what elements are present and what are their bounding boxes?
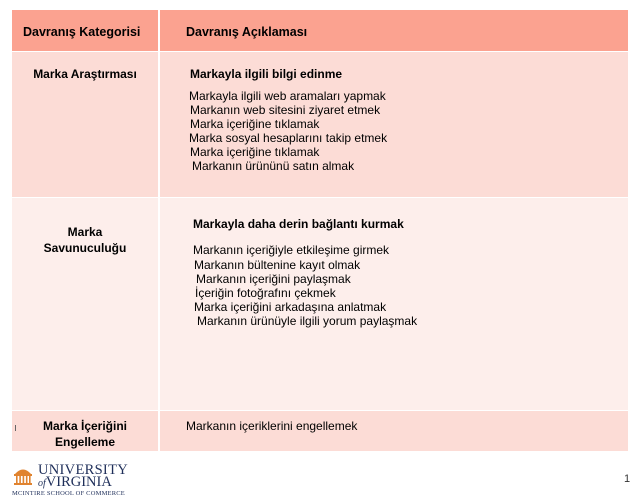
list-item: Marka sosyal hesaplarını takip etmek <box>189 131 388 146</box>
category-brand-advocacy <box>12 224 158 256</box>
header-description-label: Davranış Açıklaması <box>186 25 308 39</box>
category-line: Marka <box>67 225 103 239</box>
description-cell <box>160 52 628 197</box>
row-description: Markanın içeriklerini engellemek <box>186 419 358 433</box>
header-cell-category <box>12 10 158 51</box>
category-brand-content-blocking <box>12 418 158 450</box>
decorative-tick <box>15 425 16 431</box>
list-item: Markanın ürününü satın almak <box>192 159 355 174</box>
logo-university: UNIVERSITY <box>38 462 128 478</box>
category-line: Engelleme <box>54 435 116 449</box>
list-item: Marka içeriğini arkadaşına anlatmak <box>194 300 387 315</box>
page-number: 1 <box>624 473 631 485</box>
list-item: Markanın içeriğiyle etkileşime girmek <box>193 243 390 257</box>
rotunda-icon <box>12 464 34 486</box>
category-brand-research: Marka Araştırması <box>33 67 137 81</box>
header-cell-description <box>160 10 628 51</box>
description-cell <box>160 198 628 410</box>
list-item: Markanın içeriğini paylaşmak <box>196 272 351 287</box>
logo-mcintire: MCINTIRE SCHOOL OF COMMERCE <box>12 490 125 497</box>
list-item: Marka içeriğine tıklamak <box>190 145 320 160</box>
table-row <box>12 411 628 451</box>
list-item: Markayla ilgili web aramaları yapmak <box>189 89 386 103</box>
logo-of: of <box>38 478 46 489</box>
logo-virginia-line <box>38 474 112 491</box>
list-item: Marka içeriğine tıklamak <box>190 117 320 132</box>
category-line: Savunuculuğu <box>43 241 127 255</box>
description-cell <box>160 411 628 451</box>
behavior-list <box>189 89 387 174</box>
behavior-list <box>193 243 417 329</box>
category-cell <box>12 52 158 197</box>
table-row <box>12 198 628 410</box>
uva-mcintire-logo <box>12 462 132 502</box>
header-category-label: Davranış Kategorisi <box>23 25 141 39</box>
table-header <box>12 10 628 51</box>
row-subtitle: Markayla daha derin bağlantı kurmak <box>193 217 404 231</box>
category-line: Marka İçeriğini <box>42 419 128 433</box>
list-item: Markanın bültenine kayıt olmak <box>194 258 361 273</box>
category-cell <box>12 198 158 410</box>
table-row <box>12 52 628 197</box>
logo-virginia: VIRGINIA <box>45 474 112 490</box>
category-cell <box>12 411 158 451</box>
list-item: Markanın web sitesini ziyaret etmek <box>190 103 381 118</box>
row-subtitle: Markayla ilgili bilgi edinme <box>190 67 343 81</box>
list-item: Markanın ürünüyle ilgili yorum paylaşmak <box>197 314 418 329</box>
list-item: İçeriğin fotoğrafını çekmek <box>195 286 336 301</box>
